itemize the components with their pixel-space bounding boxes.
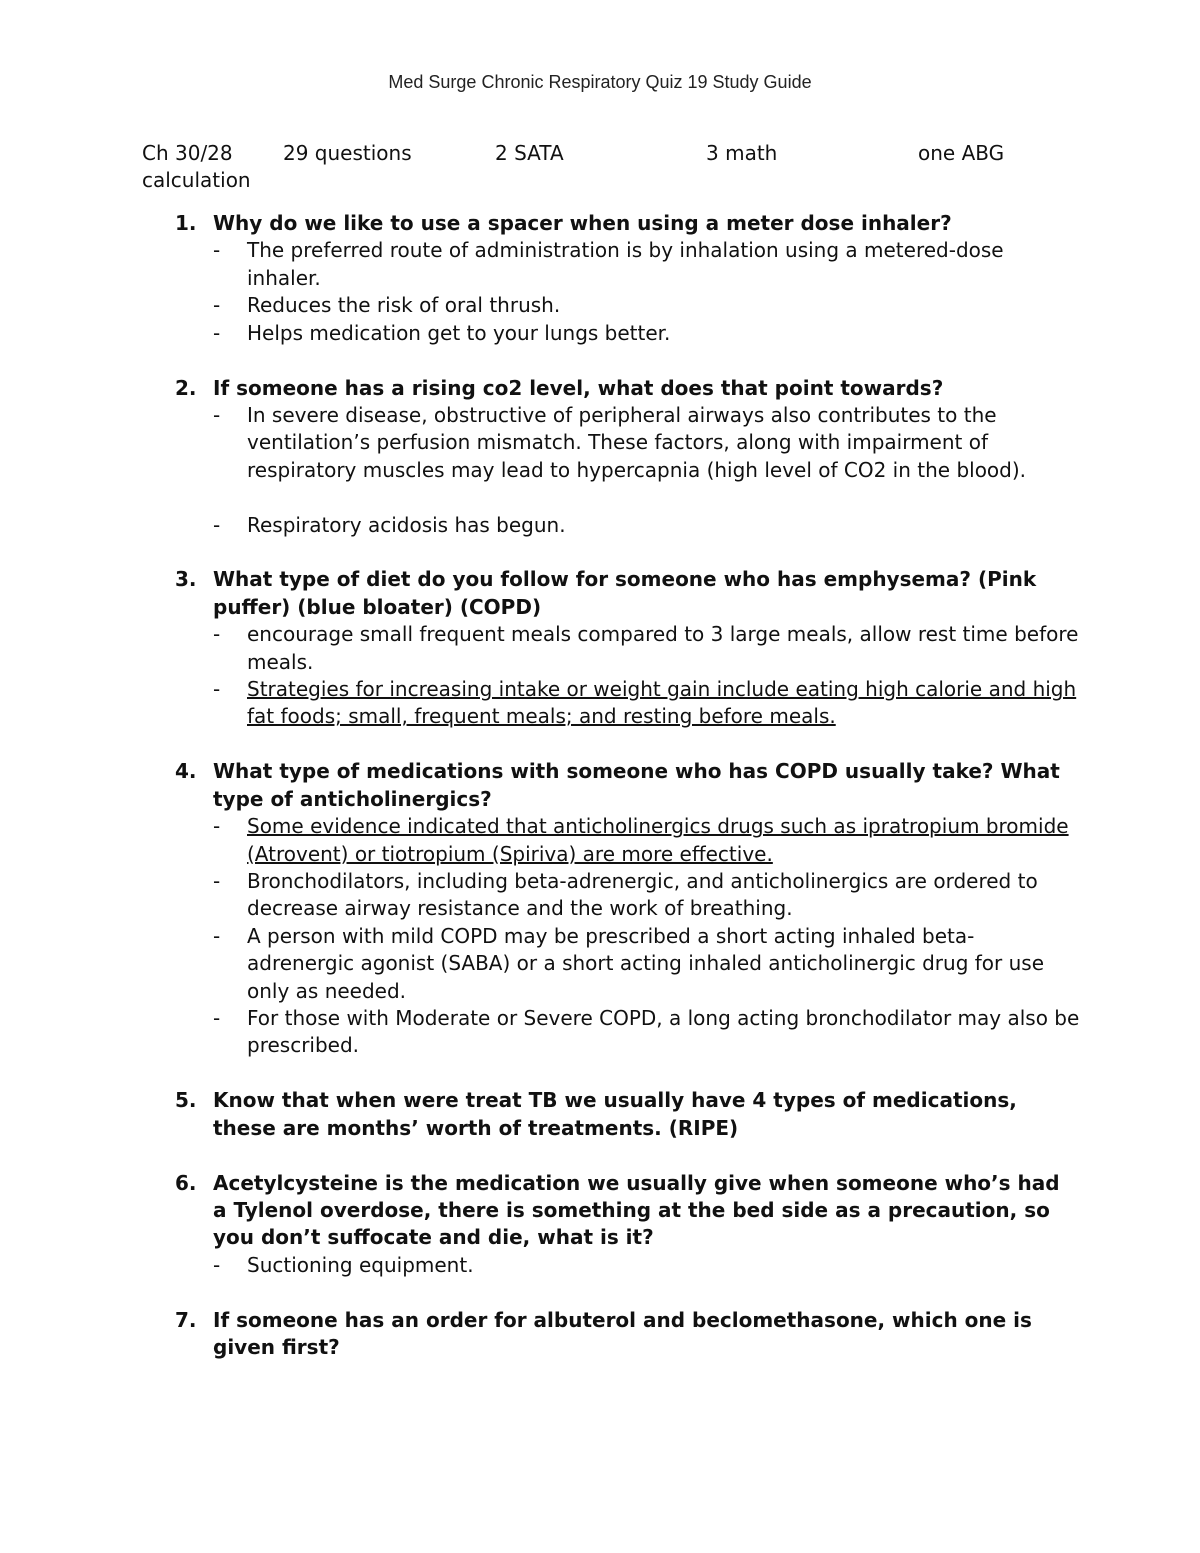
meta-math-count: 3 math [706,141,778,165]
answer-item: - Reduces the risk of oral thrush. [213,292,1080,319]
question-text: What type of medications with someone who has COPD usually take? What type of anticholinergics? [213,759,1060,811]
question-text: If someone has an order for albuterol and beclomethasone, which one is given first? [213,1307,1032,1360]
question-text: Acetylcysteine is the medication we usually give when someone who’s had a Tylenol overdose, there is something at the bed side as a precaution, so you don’t suffocate and die, what is it? [213,1170,1060,1250]
meta-abg-continued: calculation [142,168,251,192]
question-item [0,1087,1200,1142]
answer-item: - In severe disease, obstructive of peripheral airways also contributes to the ventilation’s perfusion mismatch. These factors, along with impairment of respiratory muscles may lead to hypercapnia (high level of CO2 in the blood). [213,402,1080,484]
question-number: 5. [175,1088,197,1113]
meta-abg: one ABG [918,141,1005,165]
meta-question-count: 29 questions [283,141,412,165]
meta-chapters: Ch 30/28 [142,141,233,165]
question-number: 4. [175,759,197,784]
question-item [0,566,1200,730]
answer-item: - A person with mild COPD may be prescribed a short acting inhaled beta-adrenergic agonist (SABA) or a short acting inhaled anticholinergic drug for use only as needed. [213,923,1080,1005]
answer-item: - Bronchodilators, including beta-adrenergic, and anticholinergics are ordered to decrease airway resistance and the work of breathing. [213,868,1080,923]
answer-item: - Suctioning equipment. [213,1252,1080,1279]
question-item [0,1307,1200,1362]
answer-item-underlined [213,676,1080,731]
question-text: What type of diet do you follow for someone who has emphysema? (Pink puffer) (blue bloater) (COPD) [213,567,1037,619]
question-number: 2. [175,375,197,400]
answer-list [213,1252,1080,1279]
question-item [0,1170,1200,1280]
question-text: If someone has a rising co2 level, what does that point towards? [213,375,944,400]
question-number: 7. [175,1307,197,1332]
question-item [0,758,1200,1059]
answer-list [213,237,1080,347]
answer-text: Strategies for increasing intake or weight gain include eating high calorie and high fat foods; small, frequent meals; and resting before meals. [247,677,1077,729]
question-item [0,210,1200,347]
answer-list [213,813,1080,1060]
answer-item: - Helps medication get to your lungs better. [213,320,1080,347]
answer-item: - The preferred route of administration is by inhalation using a metered-dose inhaler. [213,237,1080,292]
question-text: Why do we like to use a spacer when using a meter dose inhaler? [213,211,952,235]
question-number: 1. [175,211,197,235]
question-text: Know that when were treat TB we usually have 4 types of medications, these are months’ worth of treatments. (RIPE) [213,1088,1017,1140]
question-number: 6. [175,1170,197,1195]
question-number: 3. [175,567,197,592]
question-item [0,375,1200,539]
answer-list [213,402,1080,539]
page-title: Med Surge Chronic Respiratory Quiz 19 Study Guide [388,72,812,92]
question-list [0,210,1200,1389]
answer-item-underlined [213,813,1080,868]
meta-sata-count: 2 SATA [495,141,564,165]
answer-list [213,621,1080,731]
answer-text: Some evidence indicated that anticholinergics drugs such as ipratropium bromide (Atrovent) or tiotropium (Spiriva) are more effective. [247,814,1069,866]
answer-item: - encourage small frequent meals compared to 3 large meals, allow rest time before meals. [213,621,1080,676]
answer-item: - Respiratory acidosis has begun. [213,512,1080,539]
answer-item: - For those with Moderate or Severe COPD, a long acting bronchodilator may also be prescribed. [213,1005,1080,1060]
